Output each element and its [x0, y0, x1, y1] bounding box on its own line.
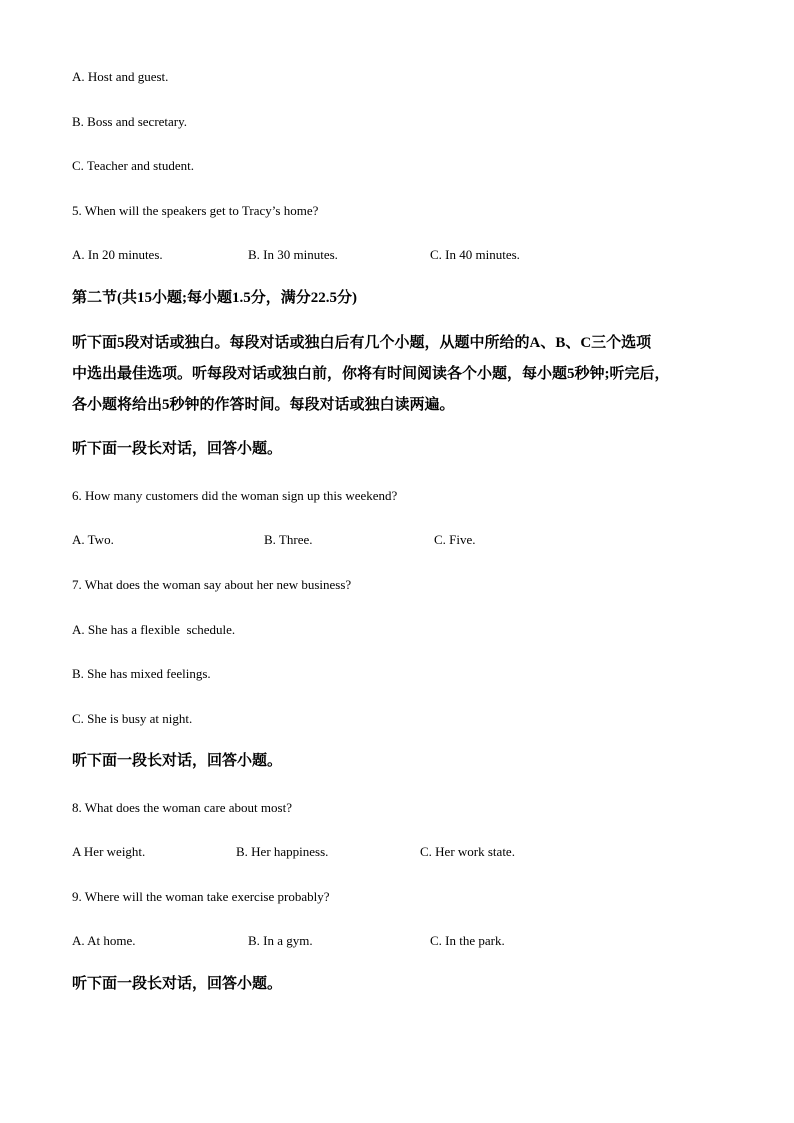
- question-6: 6. How many customers did the woman sign up this weekend?: [72, 488, 398, 503]
- option-b: B. Boss and secretary.: [72, 114, 188, 129]
- dialogue-prompt: 听下面一段长对话，回答小题。: [72, 976, 283, 992]
- option-c: C. Teacher and student.: [72, 158, 194, 173]
- option-a: A. Host and guest.: [72, 69, 169, 84]
- q9-option-c: C. In the park.: [430, 933, 505, 948]
- instructions-line-1: 听下面5段对话或独白。每段对话或独白后有几个小题，从题中所给的A、B、C三个选项: [72, 335, 652, 351]
- question-7: 7. What does the woman say about her new business?: [72, 577, 352, 592]
- q6-option-a: A. Two.: [72, 532, 114, 547]
- q9-option-a: A. At home.: [72, 933, 136, 948]
- q6-option-b: B. Three.: [264, 532, 313, 547]
- q5-option-b: B. In 30 minutes.: [248, 247, 338, 262]
- q7-option-b: B. She has mixed feelings.: [72, 666, 211, 681]
- q5-option-a: A. In 20 minutes.: [72, 247, 163, 262]
- q8-option-a: A Her weight.: [72, 844, 146, 859]
- instructions-line-2: 中选出最佳选项。听每段对话或独白前，你将有时间阅读各个小题，每小题5秒钟;听完后，: [72, 366, 670, 382]
- question-9: 9. Where will the woman take exercise probably?: [72, 889, 330, 904]
- instructions-line-3: 各小题将给出5秒钟的作答时间。每段对话或独白读两遍。: [72, 397, 455, 413]
- dialogue-prompt: 听下面一段长对话，回答小题。: [72, 441, 283, 457]
- question-5: 5. When will the speakers get to Tracy’s home?: [72, 203, 319, 218]
- section-heading: 第二节(共15小题;每小题1.5分，满分22.5分): [72, 290, 357, 306]
- q7-option-a: A. She has a flexible schedule.: [72, 622, 236, 637]
- q7-option-c: C. She is busy at night.: [72, 711, 193, 726]
- question-8: 8. What does the woman care about most?: [72, 800, 292, 815]
- dialogue-prompt: 听下面一段长对话，回答小题。: [72, 753, 283, 769]
- q8-option-c: C. Her work state.: [420, 844, 515, 859]
- q8-option-b: B. Her happiness.: [236, 844, 329, 859]
- q9-option-b: B. In a gym.: [248, 933, 313, 948]
- q5-option-c: C. In 40 minutes.: [430, 247, 520, 262]
- q6-option-c: C. Five.: [434, 532, 476, 547]
